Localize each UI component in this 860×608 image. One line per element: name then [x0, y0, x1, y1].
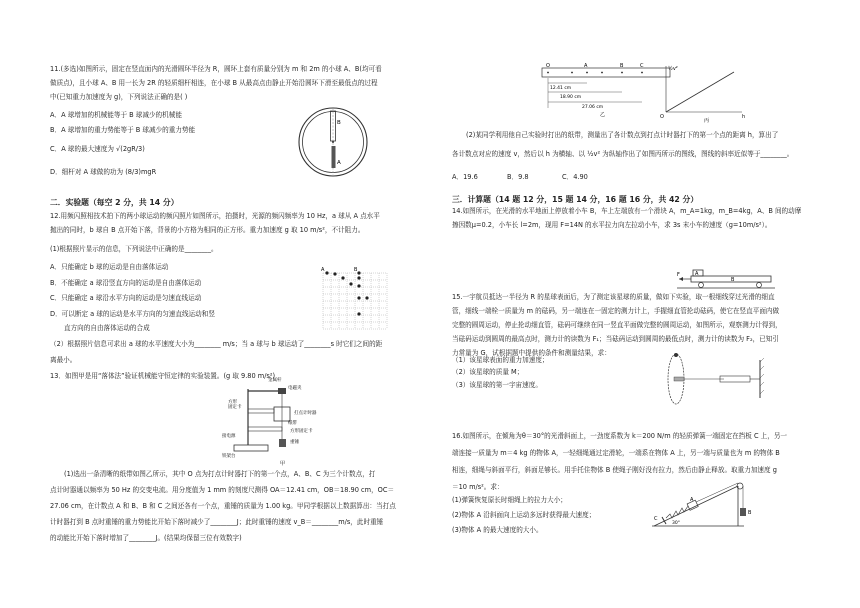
question-12: [50, 212, 418, 235]
q13b-line1: (2)某同学利用他自己实验时打出的纸带，测量出了各计数点到打点计时器打下的第一个点的距离 h，算出了: [466, 131, 779, 139]
grid-label-b: B: [354, 267, 358, 273]
tape-caption: 乙: [600, 112, 606, 118]
section-3-title: 三．计算题（14 题 12 分，15 题 14 分，16 题 16 分，共 42 分）: [452, 194, 699, 204]
q11-option-a: A．A 球增加的机械能等于 B 球减少的机械能: [50, 111, 182, 119]
question-13-part1: [50, 470, 418, 542]
q16-line4: ＝10 m/s²。求：: [452, 482, 504, 491]
incline-figure: [652, 480, 762, 530]
q12-option-c: C．只能确定 a 球沿水平方向的运动是匀速直线运动: [50, 294, 202, 302]
q12-option-d-line2: 直方向的自由落体运动的合成: [64, 324, 150, 332]
apparatus-label-card-lower: 方形固定卡: [290, 429, 313, 434]
q16-sub2: (2)物体 A 沿斜面向上运动多远时获得最大速度；: [452, 511, 596, 519]
q13b-option-b: B．9.8: [507, 173, 529, 181]
q15-line3: 完整的圆周运动，停止抡动细直管，砝码可继续在同一竖直平面做完整的圆周运动，如图所示，观察测力计得到，: [452, 320, 782, 329]
circular-motion-figure: [664, 352, 774, 406]
cart-label-b: B: [731, 277, 735, 283]
tape-distance-oc: 27.06 cm: [582, 105, 604, 110]
q16-line2: 端连接一质量为 m＝4 kg 的物体 A，一轻细绳通过定滑轮，一端系在物体 A 上，另一端与质量也为 m 的物体 B: [452, 448, 780, 457]
graph-caption: 丙: [704, 118, 710, 124]
graph-origin: O: [660, 114, 664, 120]
graph-y-label: ½v²: [668, 66, 678, 72]
q12-line4: （2）根据照片信息可求出 a 球的水平速度大小为________ m/s；当 a 球与 b 球运动了________s 时它们之间的距: [50, 340, 383, 348]
tape-label-c: C: [640, 63, 644, 69]
q13-p2: 点计时器通以频率为 50 Hz 的交变电流。用分度值为 1 mm 的刻度尺测得 OA＝12.41 cm，OB＝18.90 cm，OC＝: [50, 485, 395, 494]
tape-distance-oa: 12.41 cm: [550, 86, 572, 91]
q16-sub3: (3)物体 A 的最大速度的大小。: [452, 526, 543, 534]
apparatus-label-power: 接电源: [222, 434, 236, 439]
q11-line1: 11.(多选)如图所示，固定在竖直面内的光滑圆环半径为 R，圆环上套有质量分别为 m 和 2m 的小球 A、B(均可看: [50, 65, 382, 73]
q11-option-b: B．A 球增加的重力势能等于 B 球减少的重力势能: [50, 126, 196, 134]
q15-sub3: （3）该星球的第一宇宙速度。: [452, 381, 542, 389]
tape-distance-ob: 18.90 cm: [560, 95, 582, 100]
ring-label-b: B: [337, 120, 341, 126]
q12-option-b: B．不能确定 a 球沿竖直方向的运动是自由落体运动: [50, 279, 202, 287]
q15-line1: 15.一宇航员抵达一半径为 R 的星球表面后，为了测定该星球的质量，做如下实验，取一根细线穿过光滑的细直: [452, 293, 775, 301]
apparatus-label-weight: 重锤: [290, 440, 299, 445]
incline-label-b: B: [748, 510, 752, 516]
q13b-option-c: C．4.90: [562, 173, 588, 181]
q14-line2: 擦因数μ=0.2，小车长 l=2m，现用 F=14N 的水平拉力向左拉动小车，求 3s 末小车的速度（g=10m/s²）。: [452, 220, 772, 229]
grid-label-a: A: [321, 267, 325, 273]
apparatus-label-stand: 铁架台: [222, 454, 236, 459]
tape-label-o: O: [546, 63, 550, 69]
apparatus-label-rod: 金属杆: [268, 378, 282, 383]
tape-figure: [542, 64, 672, 116]
question-14: [452, 207, 814, 230]
cart-figure: [677, 262, 777, 292]
apparatus-label-timer: 打点计时器: [294, 411, 317, 416]
q12-line3: (1)根据照片显示的信息，下列说法中正确的是________。: [50, 245, 218, 253]
q15-line2: 管，细线一端栓一质量为 m 的砝码，另一端连在一固定的测力计上，手握细直管抡动砝码，使它在竖直平面内做: [452, 306, 780, 315]
apparatus-label-clamp: 电磁夹: [288, 386, 302, 391]
q12-line1: 12.用频闪照相技术拍下的两小球运动的频闪照片如图所示，拍摄时，光源的频闪频率为 10 Hz，a 球从 A 点水平: [50, 212, 380, 220]
q13-line1: 13．如图甲是用“落体法”验证机械能守恒定律的实验装置。(g 取 9.80 m/s²): [50, 372, 276, 380]
graph-x-label: h: [742, 114, 746, 120]
cart-label-a: A: [695, 271, 699, 277]
incline-label-c: C: [654, 516, 658, 522]
tape-label-b: B: [620, 63, 624, 69]
incline-label-angle: 30°: [672, 521, 680, 526]
apparatus-figure: [222, 378, 338, 467]
q15-line4: 当砝码运动到圆周的最高点时，测力计的读数为 F₁；当砝码运动到圆周的最低点时，测力计的读数为 F₂，已知引: [452, 334, 779, 343]
q12-line2: 抛出的同时，b 球自 B 点开始下落，背景的小方格为相同的正方形。重力加速度 g 取 10 m/s²，不计阻力。: [50, 225, 365, 234]
q13-p4: 计时器打到 B 点时重锤的重力势能比开始下落时减少了________J；此时重锤的速度 v_B＝________m/s，此时重锤: [50, 517, 384, 526]
question-15: [452, 293, 814, 357]
question-13-part2: [452, 131, 814, 159]
section-2-title: 二．实验题（每空 2 分，共 14 分）: [50, 197, 179, 207]
ring-label-a: A: [337, 160, 341, 166]
q16-line3: 相连，细绳与斜面平行，斜面足够长。用手托住物体 B 使绳子刚好没有拉力，然后由静止释放。取重力加速度 g: [452, 465, 777, 474]
cart-label-f: F: [677, 272, 680, 278]
q14-line1: 14.如图所示，在光滑的水平地面上停放着小车 B，车上左端放有一个滑块 A，m_A=1kg，m_B=4kg，A、B 间的动摩: [452, 207, 802, 215]
q16-sub1: (1)弹簧恢复原长时细绳上的拉力大小；: [452, 496, 567, 504]
q11-option-c: C．A 球的最大速度为 √(2gR/3): [50, 145, 145, 153]
q15-sub1: （1）该星球表面的重力加速度；: [452, 356, 549, 364]
q13b-line2: 各计数点对应的速度 v，然后以 h 为横轴、以 ½v² 为纵轴作出了如图丙所示的图线，图线的斜率近似等于________。: [452, 149, 794, 158]
q12-line5: 离最小。: [50, 356, 77, 364]
apparatus-label-tape: 纸带: [288, 421, 297, 426]
q12-option-a: A．只能确定 b 球的运动是自由落体运动: [50, 263, 169, 271]
q11-option-d: D．细杆对 A 球做的功为 (8/3)mgR: [50, 168, 157, 176]
apparatus-label-card-2: 固定卡: [228, 405, 242, 410]
q11-line3: 中(已知重力加速度为 g)，下列说法正确的是( ): [50, 92, 188, 101]
question-11: [50, 65, 418, 102]
apparatus-caption: 甲: [280, 461, 286, 467]
tape-label-a: A: [584, 63, 588, 69]
q16-line1: 16.如图所示，在倾角为θ＝30°的光滑斜面上，一劲度系数为 k＝200 N/m 的轻质弹簧一端固定在挡板 C 上，另一: [452, 432, 788, 440]
q13-p1: (1)选出一条清晰的纸带如图乙所示，其中 O 点为打点计时器打下的第一个点，A、B、C 为三个计数点，打: [64, 470, 376, 478]
q12-option-d-line1: D．可以断定 a 球的运动是水平方向的匀速直线运动和竖: [50, 310, 215, 318]
q13-p3: 27.06 cm，在计数点 A 和 B、B 和 C 之间还各有一个点，重锤的质量为 1.00 kg。甲同学根据以上数据算出：当打点: [50, 501, 396, 510]
q13b-option-a: A．19.6: [452, 173, 478, 181]
graph-figure: [660, 62, 750, 122]
incline-label-a: A: [690, 497, 694, 503]
q13-p5: 的动能比开始下落时增加了________J。(结果均保留三位有效数字): [50, 533, 242, 542]
apparatus-label-card: 方形: [228, 400, 237, 405]
ring-figure: [293, 102, 373, 182]
q15-sub2: （2）该星球的质量 M；: [452, 368, 524, 376]
q11-line2: 做质点)，且小球 A、B 用一长为 2R 的轻质细杆相连，在小球 B 从最高点由静止开始沿圆环下滑至最低点的过程: [50, 78, 378, 87]
strobe-grid-figure: [320, 263, 392, 331]
q15-line5: 力常量为 G，试根据题中提供的条件和测量结果，求：: [452, 348, 611, 357]
